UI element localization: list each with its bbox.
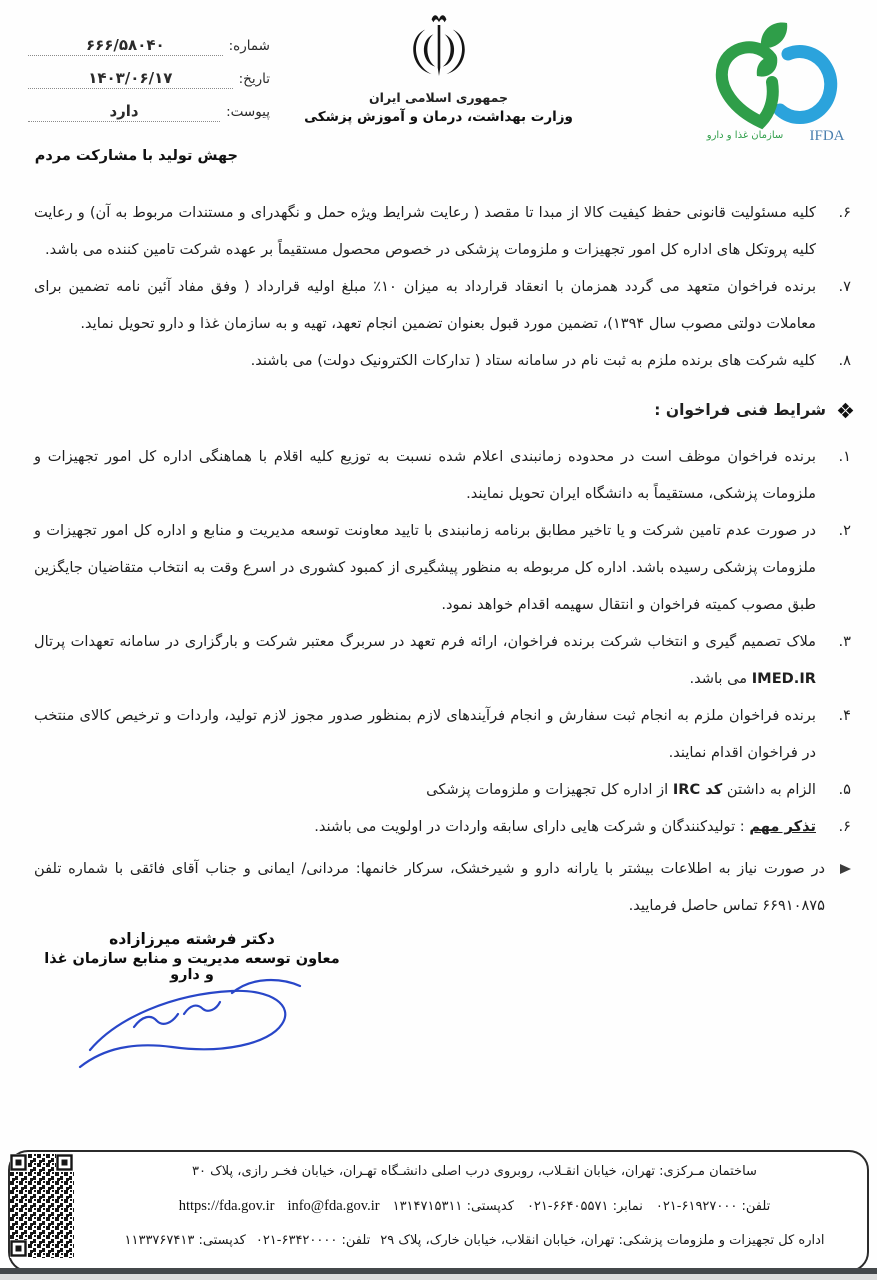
item-number: ۳. xyxy=(838,633,851,650)
item-number: ۶. xyxy=(838,818,851,835)
letter-date-value: ۱۴۰۳/۰۶/۱۷ xyxy=(28,69,233,89)
ifda-leaf-small xyxy=(757,56,778,76)
item-text: ملاک تصمیم گیری و انتخاب شرکت برنده فراخوان، ارائه فرم تعهد در سربرگ معتبر شرکت و بارگزاری در سامانه تعهدات پرتال IMED.IR می باشد. xyxy=(34,633,816,687)
list-item-technical-6 xyxy=(34,808,851,845)
letter-number-value: ۶۶۶/۵۸۰۴۰ xyxy=(28,36,223,56)
arrow-bullet-icon xyxy=(825,850,851,887)
footer-postal-code: کدپستی: ۱۳۱۴۷۱۵۳۱۱ xyxy=(392,1199,514,1214)
letter-date-row xyxy=(28,69,270,89)
ifda-blue-ring xyxy=(780,52,831,118)
item-text: کلیه مسئولیت قانونی حفظ کیفیت کالا از مبدا تا مقصد ( رعایت شرایط ویژه حمل و نگهدرای و مستندات مربوط به آن) و رعایت کلیه پروتکل های اداره کل امور تجهیزات و ملزومات پزشکی در خصوص محصول مستقیماً بر عهده شرکت تامین کننده می باشد. xyxy=(34,204,816,258)
footer-department-postal: کدپستی: ۱۱۳۳۷۶۷۴۱۳ xyxy=(124,1233,246,1248)
item-number: ۲. xyxy=(838,522,851,539)
national-emblem-block xyxy=(299,12,579,125)
diamond-bullet-icon xyxy=(838,403,854,419)
footer-contact-line xyxy=(92,1196,857,1217)
footer-fax: نمابر: ۰۲۱-۶۶۴۰۵۵۷۱ xyxy=(526,1199,643,1214)
handwritten-signature xyxy=(72,972,312,1077)
item-text: برنده فراخوان متعهد می گردد همزمان با انعقاد قرارداد به میزان ۱۰٪ مبلغ اولیه قرارداد ( وفق مفاد آئین نامه تضمین برای معاملات دولتی مصوب سال ۱۳۹۴)، تضمین مورد قبول بعنوان تضمین انجام تعهد، تهیه و به سازمان غذا و دارو تحویل نماید. xyxy=(34,278,817,332)
list-item-technical-5 xyxy=(34,771,851,808)
scan-edge-margin xyxy=(0,1274,877,1280)
list-item-general-6 xyxy=(34,194,851,268)
footer-phone: تلفن: ۰۲۱-۶۱۹۲۷۰۰۰ xyxy=(655,1199,771,1214)
letter-attachment-label: پیوست: xyxy=(226,104,270,120)
item-number: ۷. xyxy=(838,278,851,295)
ifda-logo xyxy=(705,18,863,150)
footer-department-phone: تلفن: ۰۲۱-۶۳۴۲۰۰۰۰ xyxy=(255,1233,371,1248)
footer-department-address: اداره کل تجهیزات و ملزومات پزشکی: تهران، خیابان انقلاب، خیابان خارک، پلاک ۲۹ xyxy=(380,1233,825,1248)
signature-block xyxy=(42,930,342,983)
footer-website: https://fda.gov.ir xyxy=(178,1198,275,1214)
item-text: در صورت عدم تامین شرکت و یا تاخیر مطابق برنامه زمانبندی با تایید معاونت توسعه مدیریت و منابع و اداره کل امور تجهیزات و ملزومات پزشکی رسیده باشد. اداره کل مربوطه به منظور پیشگیری از کمبود کشوری در اسرع وقت به انتخاب متقاضیان جایگزین طبق مصوب کمیته فراخوان و انتقال سهیمه اقدام خواهد نمود. xyxy=(34,522,816,613)
letter-body xyxy=(34,194,851,924)
irc-code-text: کد IRC xyxy=(672,781,723,798)
imed-portal-text: IMED.IR xyxy=(751,670,816,687)
ifda-leaf-large xyxy=(761,22,787,48)
item-text: تذکر مهم : تولیدکنندگان و شرکت هایی دارای سابقه واردات در اولویت می باشند. xyxy=(314,818,816,835)
list-item-technical-4 xyxy=(34,697,851,771)
footer-email: info@fda.gov.ir xyxy=(287,1198,380,1214)
ifda-org-name: سازمان غذا و دارو xyxy=(706,130,784,141)
letter-number-row xyxy=(28,36,270,56)
letter-attachment-row xyxy=(28,102,270,122)
item-number: ۴. xyxy=(838,707,851,724)
item-text: الزام به داشتن کد IRC از اداره کل تجهیزات و ملزومات پزشکی xyxy=(426,781,816,798)
footer-department-line xyxy=(92,1231,857,1251)
important-notice-label: تذکر مهم xyxy=(749,818,816,835)
contact-note-text: در صورت نیاز به اطلاعات بیشتر با یارانه دارو و شیرخشک، سرکار خانمها: مردانی/ ایمانی و جناب آقای فائقی با شماره تلفن ۶۶۹۱۰۸۷۵ تماس حاصل فرمایید. xyxy=(34,860,825,914)
year-slogan: جهش تولید با مشارکت مردم xyxy=(34,148,238,164)
list-item-general-8 xyxy=(34,342,851,379)
letter-date-label: تاریخ: xyxy=(238,71,270,87)
header-meta-block xyxy=(28,36,270,135)
iran-emblem-icon xyxy=(411,12,467,88)
section-title: شرایط فنی فراخوان : xyxy=(654,401,826,419)
qr-code xyxy=(10,1154,74,1258)
item-number: ۵. xyxy=(838,781,851,798)
item-text: برنده فراخوان ملزم به انجام ثبت سفارش و انجام فرآیندهای لازم بمنظور صدور مجوز لازم تولید، واردات و ترخیص کالای منتخب در فراخوان اقدام نمایند. xyxy=(34,707,816,761)
signer-name: دکتر فرشته میرزازاده xyxy=(109,930,275,948)
list-item-technical-1 xyxy=(34,438,851,512)
item-text: برنده فراخوان موظف است در محدوده زمانبندی اعلام شده نسبت به توزیع کلیه اقلام با هماهنگی اداره کل امور تجهیزات و ملزومات پزشکی، مستقیماً به دانشگاه ایران تحویل نمایند. xyxy=(34,448,816,502)
list-item-technical-2 xyxy=(34,512,851,623)
ministry-name: وزارت بهداشت، درمان و آموزش پزشکی xyxy=(304,109,573,125)
list-item-technical-3 xyxy=(34,623,851,697)
signer-title: معاون توسعه مدیریت و منابع سازمان غذا و دارو xyxy=(44,951,340,983)
footer-address-main: ساختمان مـرکزی: تهران، خیابان انقـلاب، روبروی درب اصلی دانشـگاه تهـران، خیابان فخـر رازی، پلاک ۳۰ xyxy=(192,1164,757,1179)
letter-attachment-value: دارد xyxy=(28,102,220,122)
item-number: ۸. xyxy=(838,352,851,369)
country-name: جمهوری اسلامی ایران xyxy=(369,90,508,105)
item-text: کلیه شرکت های برنده ملزم به ثبت نام در سامانه ستاد ( تدارکات الکترونیک دولت) می باشند. xyxy=(250,352,816,369)
letter-number-label: شماره: xyxy=(228,38,270,54)
item-number: ۱. xyxy=(838,448,851,465)
item-number: ۶. xyxy=(838,204,851,221)
list-item-general-7 xyxy=(34,268,851,342)
section-heading xyxy=(34,392,851,429)
ifda-acronym: IFDA xyxy=(809,128,845,144)
contact-note xyxy=(34,850,851,924)
